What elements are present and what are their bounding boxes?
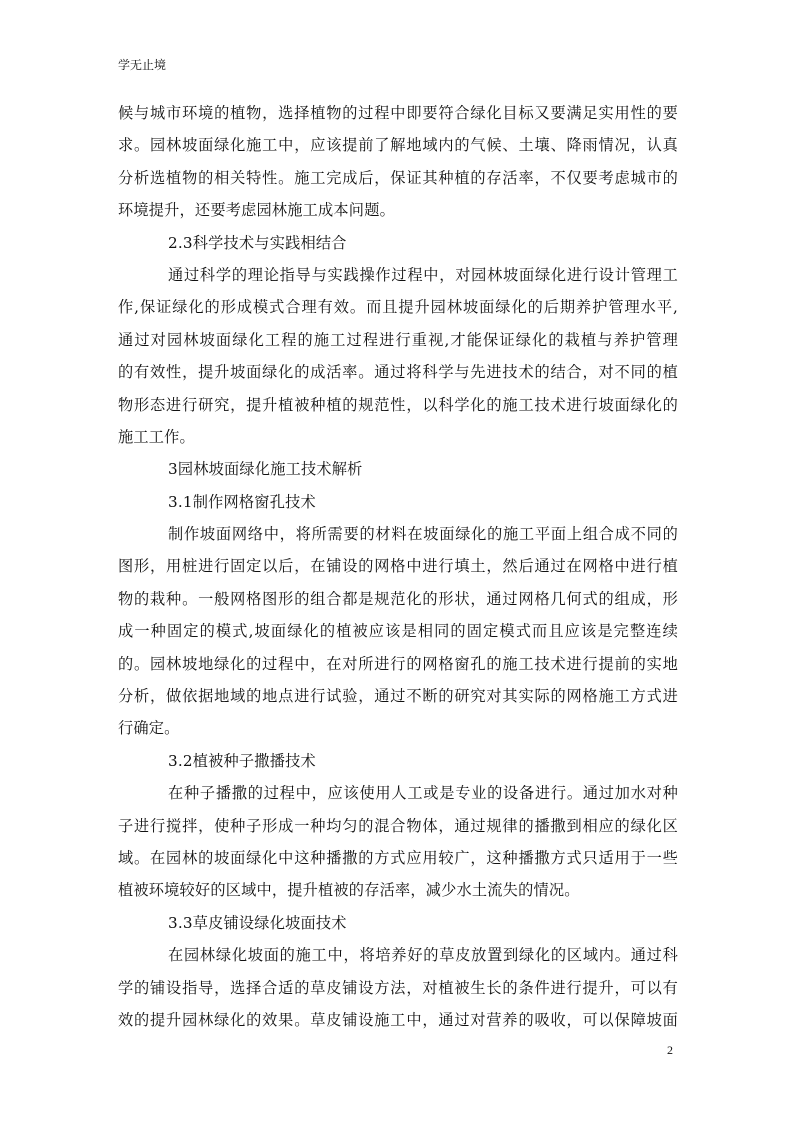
paragraph-line: 物形态进行研究，提升植被种植的规范性，以科学化的施工技术进行坡面绿化的 <box>118 395 678 414</box>
page-number: 2 <box>667 1043 673 1057</box>
paragraph-line: 图形，用桩进行固定以后，在铺设的网格中进行填土，然后通过在网格中进行植 <box>118 557 678 576</box>
paragraph-line: 域。在园林的坡面绿化中这种播撒的方式应用较广，这种播撒方式只适用于一些 <box>118 848 678 867</box>
paragraph-line: 成一种固定的模式,坡面绿化的植被应该是相同的固定模式而且应该是完整连续 <box>118 622 678 641</box>
paragraph-line: 分析，做依据地域的地点进行试验，通过不断的研究对其实际的网格施工方式进 <box>118 687 678 706</box>
paragraph-line: 植被环境较好的区域中，提升植被的存活率，减少水土流失的情况。 <box>118 881 580 900</box>
paragraph-line: 求。园林坡面绿化施工中，应该提前了解地域内的气候、土壤、降雨情况，认真 <box>118 136 678 155</box>
paragraph-line: 环境提升，还要考虑园林施工成本问题。 <box>118 201 395 220</box>
paragraph-line: 子进行搅拌，使种子形成一种均匀的混合物体，通过规律的播撒到相应的绿化区 <box>118 816 678 835</box>
paragraph-line: 通过科学的理论指导与实践操作过程中，对园林坡面绿化进行设计管理工 <box>168 265 678 284</box>
paragraph-line: 在种子播撒的过程中，应该使用人工或是专业的设备进行。通过加水对种 <box>168 784 678 803</box>
paragraph <box>118 259 678 453</box>
page-header: 学无止境 <box>118 58 167 72</box>
paragraph-line: 作,保证绿化的形成模式合理有效。而且提升园林坡面绿化的后期养护管理水平, <box>118 298 678 317</box>
paragraph-line: 物的栽种。一般网格图形的组合都是规范化的形状，通过网格几何式的组成，形 <box>118 589 678 608</box>
paragraph-line: 在园林绿化坡面的施工中，将培养好的草皮放置到绿化的区域内。通过科 <box>168 946 678 965</box>
paragraph-line: 制作坡面网络中，将所需要的材料在坡面绿化的施工平面上组合成不同的 <box>168 525 678 544</box>
section-heading: 2.3科学技术与实践相结合 <box>168 233 347 252</box>
paragraph-line: 的。园林坡地绿化的过程中，在对所进行的网格窗孔的施工技术进行提前的实地 <box>118 654 678 673</box>
paragraph <box>118 777 678 907</box>
paragraph-line: 效的提升园林绿化的效果。草皮铺设施工中，通过对营养的吸收，可以保障坡面 <box>118 1010 678 1029</box>
paragraph-line: 通过对园林坡面绿化工程的施工过程进行重视,才能保证绿化的栽植与养护管理 <box>118 330 678 349</box>
paragraph-line: 的有效性，提升坡面绿化的成活率。通过将科学与先进技术的结合，对不同的植 <box>118 363 678 382</box>
paragraph-line: 候与城市环境的植物，选择植物的过程中即要符合绿化目标又要满足实用性的要 <box>118 104 678 122</box>
section-heading: 3.1制作网格窗孔技术 <box>168 492 316 511</box>
paragraph-line: 学的铺设指导，选择合适的草皮铺设方法，对植被生长的条件进行提升，可以有 <box>118 978 678 997</box>
paragraph <box>118 939 678 1036</box>
section-heading: 3.2植被种子撒播技术 <box>168 751 316 770</box>
paragraph <box>118 97 678 227</box>
paragraph-line: 行确定。 <box>118 719 180 738</box>
paragraph <box>118 518 678 745</box>
document-body <box>118 97 678 1036</box>
section-heading: 3园林坡面绿化施工技术解析 <box>168 460 363 479</box>
paragraph-line: 分析选植物的相关特性。施工完成后，保证其种植的存活率，不仅要考虑城市的 <box>118 168 678 187</box>
paragraph-line: 施工工作。 <box>118 427 195 446</box>
section-heading: 3.3草皮铺设绿化坡面技术 <box>168 913 347 932</box>
